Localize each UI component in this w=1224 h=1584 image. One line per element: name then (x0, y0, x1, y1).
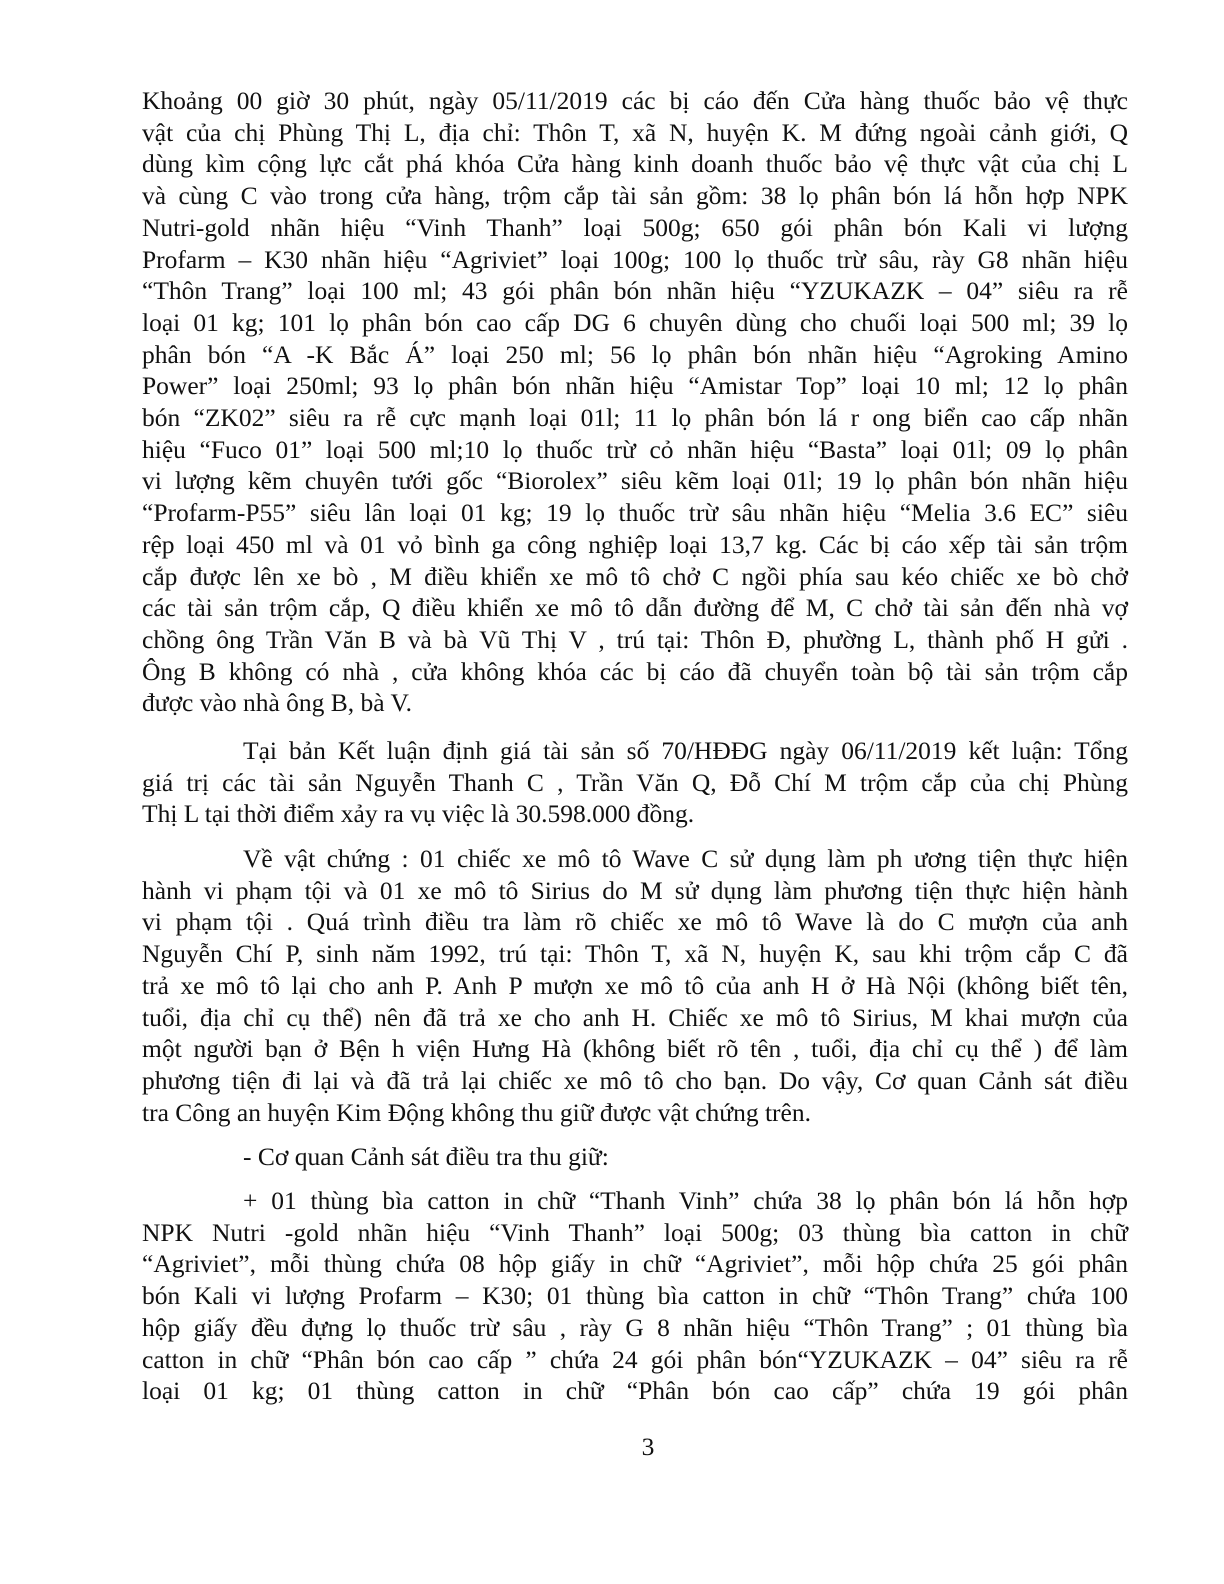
paragraph-3-line: Về vật chứng : 01 chiếc xe mô tô Wave C sử dụng làm ph ương tiện thực hiện (243, 844, 1128, 873)
paragraph-1-line: cắp được lên xe bò , M điều khiển xe mô tô chở C ngồi phía sau kéo chiếc xe bò chở (142, 561, 1128, 591)
paragraph-1-line: được vào nhà ông B, bà V. (142, 688, 413, 718)
paragraph-1-line: Khoảng 00 giờ 30 phút, ngày 05/11/2019 các bị cáo đến Cửa hàng thuốc bảo vệ thực (142, 86, 1128, 115)
paragraph-3-line: tuổi, địa chỉ cụ thể) nên đã trả xe cho anh H. Chiếc xe mô tô Sirius, M khai mượn của (142, 1002, 1128, 1032)
paragraph-5-line: NPK Nutri -gold nhãn hiệu “Vinh Thanh” loại 500g; 03 thùng bìa catton in chữ (142, 1217, 1128, 1247)
paragraph-1-line: chồng ông Trần Văn B và bà Vũ Thị V , trú tại: Thôn Đ, phường L, thành phố H gửi . (142, 624, 1128, 654)
paragraph-2-line: Thị L tại thời điểm xảy ra vụ việc là 30.598.000 đồng. (142, 799, 695, 829)
paragraph-1-line: dùng kìm cộng lực cắt phá khóa Cửa hàng kinh doanh thuốc bảo vệ thực vật của chị L (142, 149, 1128, 179)
paragraph-3-line: một người bạn ở Bện h viện Hưng Hà (không biết rõ tên , tuổi, địa chỉ cụ thể ) để làm (142, 1034, 1128, 1064)
paragraph-3-line: trả xe mô tô lại cho anh P. Anh P mượn xe mô tô của anh H ở Hà Nội (không biết tên, (142, 970, 1128, 1000)
paragraph-5-line: “Agriviet”, mỗi thùng chứa 08 hộp giấy in chữ “Agriviet”, mỗi hộp chứa 25 gói phân (142, 1249, 1128, 1279)
paragraph-5-line: catton in chữ “Phân bón cao cấp ” chứa 24 gói phân bón“YZUKAZK – 04” siêu ra rễ (142, 1344, 1128, 1374)
paragraph-1-line: loại 01 kg; 101 lọ phân bón cao cấp DG 6 chuyên dùng cho chuối loại 500 ml; 39 lọ (142, 307, 1128, 337)
paragraph-3-line: Nguyễn Chí P, sinh năm 1992, trú tại: Thôn T, xã N, huyện K, sau khi trộm cắp C đã (142, 939, 1128, 969)
paragraph-3-line: phương tiện đi lại và đã trả lại chiếc xe mô tô cho bạn. Do vậy, Cơ quan Cảnh sát điều (142, 1065, 1128, 1095)
paragraph-1-line: và cùng C vào trong cửa hàng, trộm cắp tài sản gồm: 38 lọ phân bón lá hỗn hợp NPK (142, 181, 1128, 211)
paragraph-1-line: Power” loại 250ml; 93 lọ phân bón nhãn hiệu “Amistar Top” loại 10 ml; 12 lọ phân (142, 371, 1128, 401)
paragraph-1-line: vi lượng kẽm chuyên tưới gốc “Biorolex” siêu kẽm loại 01l; 19 lọ phân bón nhãn hiệu (142, 466, 1128, 496)
paragraph-5-line: bón Kali vi lượng Profarm – K30; 01 thùng bìa catton in chữ “Thôn Trang” chứa 100 (142, 1281, 1128, 1311)
paragraph-2-line: Tại bản Kết luận định giá tài sản số 70/HĐĐG ngày 06/11/2019 kết luận: Tổng (243, 736, 1128, 765)
paragraph-3-line: vi phạm tội . Quá trình điều tra làm rõ chiếc xe mô tô Wave là do C mượn của anh (142, 907, 1128, 937)
paragraph-5-line: hộp giấy đều đựng lọ thuốc trừ sâu , rày G 8 nhãn hiệu “Thôn Trang” ; 01 thùng bìa (142, 1312, 1128, 1342)
paragraph-3-line: hành vi phạm tội và 01 xe mô tô Sirius do M sử dụng làm phương tiện thực hiện hành (142, 875, 1128, 905)
paragraph-1-line: bón “ZK02” siêu ra rễ cực mạnh loại 01l; 11 lọ phân bón lá r ong biển cao cấp nhãn (142, 403, 1128, 432)
paragraph-1-line: rệp loại 450 ml và 01 vỏ bình ga công nghiệp loại 13,7 kg. Các bị cáo xếp tài sản trộm (142, 529, 1128, 559)
paragraph-3-line: tra Công an huyện Kim Động không thu giữ được vật chứng trên. (142, 1097, 811, 1127)
paragraph-1-line: Nutri-gold nhãn hiệu “Vinh Thanh” loại 500g; 650 gói phân bón Kali vi lượng (142, 212, 1128, 242)
paragraph-5-line: + 01 thùng bìa catton in chữ “Thanh Vinh” chứa 38 lọ phân bón lá hỗn hợp (243, 1186, 1128, 1215)
paragraph-1-line: các tài sản trộm cắp, Q điều khiển xe mô tô dẫn đường để M, C chở tài sản đến nhà vợ (142, 593, 1128, 623)
paragraph-2-line: giá trị các tài sản Nguyễn Thanh C , Trần Văn Q, Đỗ Chí M trộm cắp của chị Phùng (142, 767, 1128, 797)
page-number: 3 (641, 1432, 655, 1461)
paragraph-1-line: hiệu “Fuco 01” loại 500 ml;10 lọ thuốc trừ cỏ nhãn hiệu “Basta” loại 01l; 09 lọ phân (142, 434, 1128, 464)
paragraph-1-line: “Thôn Trang” loại 100 ml; 43 gói phân bón nhãn hiệu “YZUKAZK – 04” siêu ra rễ (142, 276, 1128, 306)
paragraph-5-line: loại 01 kg; 01 thùng catton in chữ “Phân bón cao cấp” chứa 19 gói phân (142, 1376, 1128, 1406)
paragraph-1-line: phân bón “A -K Bắc Á” loại 250 ml; 56 lọ phân bón nhãn hiệu “Agroking Amino (142, 339, 1128, 369)
paragraph-4-line: - Cơ quan Cảnh sát điều tra thu giữ: (243, 1142, 609, 1171)
paragraph-1-line: Profarm – K30 nhãn hiệu “Agriviet” loại 100g; 100 lọ thuốc trừ sâu, rày G8 nhãn hiệu (142, 244, 1128, 274)
paragraph-1-line: vật của chị Phùng Thị L, địa chỉ: Thôn T, xã N, huyện K. M đứng ngoài cảnh giới, Q (142, 117, 1128, 147)
paragraph-1-line: Ông B không có nhà , cửa không khóa các bị cáo đã chuyển toàn bộ tài sản trộm cắp (142, 656, 1128, 686)
paragraph-1-line: “Profarm-P55” siêu lân loại 01 kg; 19 lọ thuốc trừ sâu nhãn hiệu “Melia 3.6 EC” siêu (142, 498, 1128, 528)
